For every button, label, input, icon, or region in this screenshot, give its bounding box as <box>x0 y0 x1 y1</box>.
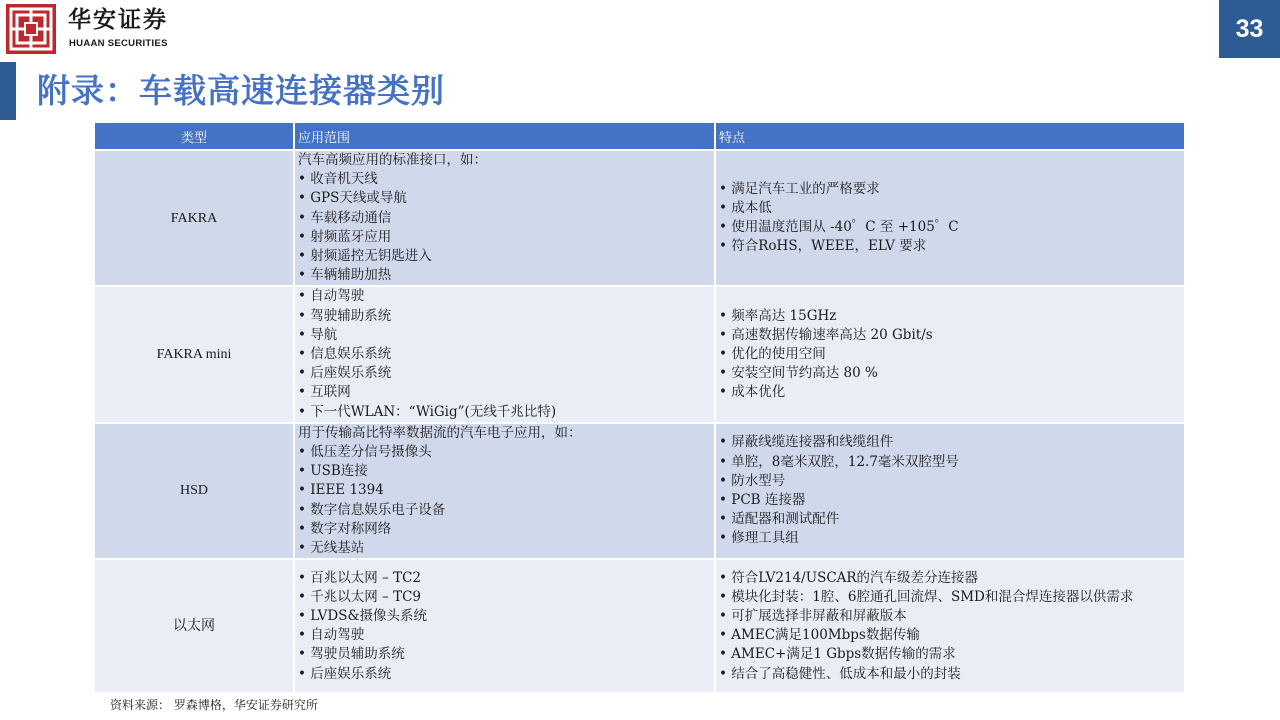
table-header-row <box>95 123 1186 151</box>
applications-cell <box>295 424 716 560</box>
row-type-cell: FAKRA <box>95 151 295 287</box>
list-item: • 修理工具组 <box>719 530 799 547</box>
features-cell <box>716 151 1186 287</box>
huaan-logo-icon <box>6 4 56 54</box>
list-item: • 可扩展选择非屏蔽和屏蔽版本 <box>719 608 907 625</box>
list-item: • 符合LV214/USCAR的汽车级差分连接器 <box>719 569 979 586</box>
applications-cell <box>295 287 716 423</box>
list-item: • 射频蓝牙应用 <box>298 228 392 245</box>
list-item: • 百兆以太网 – TC2 <box>298 569 422 586</box>
applications-intro: 用于传输高比特率数据流的汽车电子应用，如： <box>298 424 582 441</box>
page-title: 附录：车载高速连接器类别 <box>37 71 445 110</box>
list-item: • 防水型号 <box>719 472 786 489</box>
list-item: • 低压差分信号摄像头 <box>298 444 432 461</box>
list-item: • 适配器和测试配件 <box>719 511 840 528</box>
list-item: • 射频遥控无钥匙进入 <box>298 248 432 265</box>
row-type-cell: HSD <box>95 424 295 560</box>
features-cell <box>716 560 1186 694</box>
list-item: • 结合了高稳健性、低成本和最小的封装 <box>719 665 961 682</box>
list-item: • 导航 <box>298 326 338 343</box>
applications-intro: 汽车高频应用的标准接口，如： <box>298 152 487 168</box>
connector-table <box>95 123 1186 694</box>
list-item: • PCB 连接器 <box>719 492 806 509</box>
brand-name-cn: 华安证券 <box>68 7 168 33</box>
list-item: • 驾驶员辅助系统 <box>298 646 405 663</box>
list-item: • USB连接 <box>298 463 368 480</box>
list-item: • 信息娱乐系统 <box>298 346 392 363</box>
list-item: • 单腔，8毫米双腔，12.7毫米双腔型号 <box>719 453 959 470</box>
table-row <box>95 287 1186 423</box>
source-note: 资料来源： 罗森博格，华安证券研究所 <box>110 698 318 712</box>
row-type-cell: FAKRA mini <box>95 287 295 423</box>
list-item: • 互联网 <box>298 384 351 401</box>
list-item: • 成本优化 <box>719 384 786 401</box>
brand-name-en: HUAAN SECURITIES <box>69 38 168 49</box>
page-number: 33 <box>1219 0 1280 58</box>
table-row <box>95 560 1186 694</box>
list-item: • 无线基站 <box>298 540 365 557</box>
title-accent-bar <box>0 62 16 120</box>
list-item: • 数字对称网络 <box>298 520 392 537</box>
list-item: • 优化的使用空间 <box>719 346 826 363</box>
list-item: • 模块化封装：1腔、6腔通孔回流焊、SMD和混合焊连接器以供需求 <box>719 588 1134 605</box>
list-item: • 驾驶辅助系统 <box>298 307 392 324</box>
list-item: • 收音机天线 <box>298 171 378 188</box>
list-item: • 自动驾驶 <box>298 627 365 644</box>
list-item: • 后座娱乐系统 <box>298 365 392 382</box>
list-item: • 车载移动通信 <box>298 209 392 226</box>
list-item: • 使用温度范围从 -40゜C 至 +105゜C <box>719 219 959 236</box>
list-item: • LVDS&摄像头系统 <box>298 608 427 625</box>
list-item: • 后座娱乐系统 <box>298 665 392 682</box>
list-item: • 安装空间节约高达 80 % <box>719 365 878 382</box>
table-row <box>95 151 1186 287</box>
list-item: • 成本低 <box>719 200 772 216</box>
features-cell <box>716 424 1186 560</box>
features-cell <box>716 287 1186 423</box>
list-item: • 千兆以太网 – TC9 <box>298 588 422 605</box>
applications-cell <box>295 560 716 694</box>
list-item: • 车辆辅助加热 <box>298 267 392 284</box>
row-type-cell: 以太网 <box>95 560 295 694</box>
list-item: • AMEC满足100Mbps数据传输 <box>719 627 920 644</box>
list-item: • 满足汽车工业的严格要求 <box>719 180 880 197</box>
list-item: • 下一代WLAN：“WiGig”(无线千兆比特) <box>298 403 557 420</box>
list-item: • IEEE 1394 <box>298 482 384 499</box>
list-item: • 数字信息娱乐电子设备 <box>298 501 446 518</box>
column-header-applications: 应用范围 <box>295 123 716 151</box>
list-item: • 高速数据传输速率高达 20 Gbit/s <box>719 326 933 343</box>
list-item: • 屏蔽线缆连接器和线缆组件 <box>719 434 894 451</box>
column-header-type: 类型 <box>95 123 295 151</box>
table-row <box>95 424 1186 560</box>
column-header-features: 特点 <box>716 123 1186 151</box>
list-item: • GPS天线或导航 <box>298 190 407 207</box>
list-item: • AMEC+满足1 Gbps数据传输的需求 <box>719 646 956 663</box>
applications-cell <box>295 151 716 287</box>
list-item: • 频率高达 15GHz <box>719 307 837 324</box>
list-item: • 自动驾驶 <box>298 288 365 305</box>
list-item: • 符合RoHS，WEEE，ELV 要求 <box>719 238 927 255</box>
